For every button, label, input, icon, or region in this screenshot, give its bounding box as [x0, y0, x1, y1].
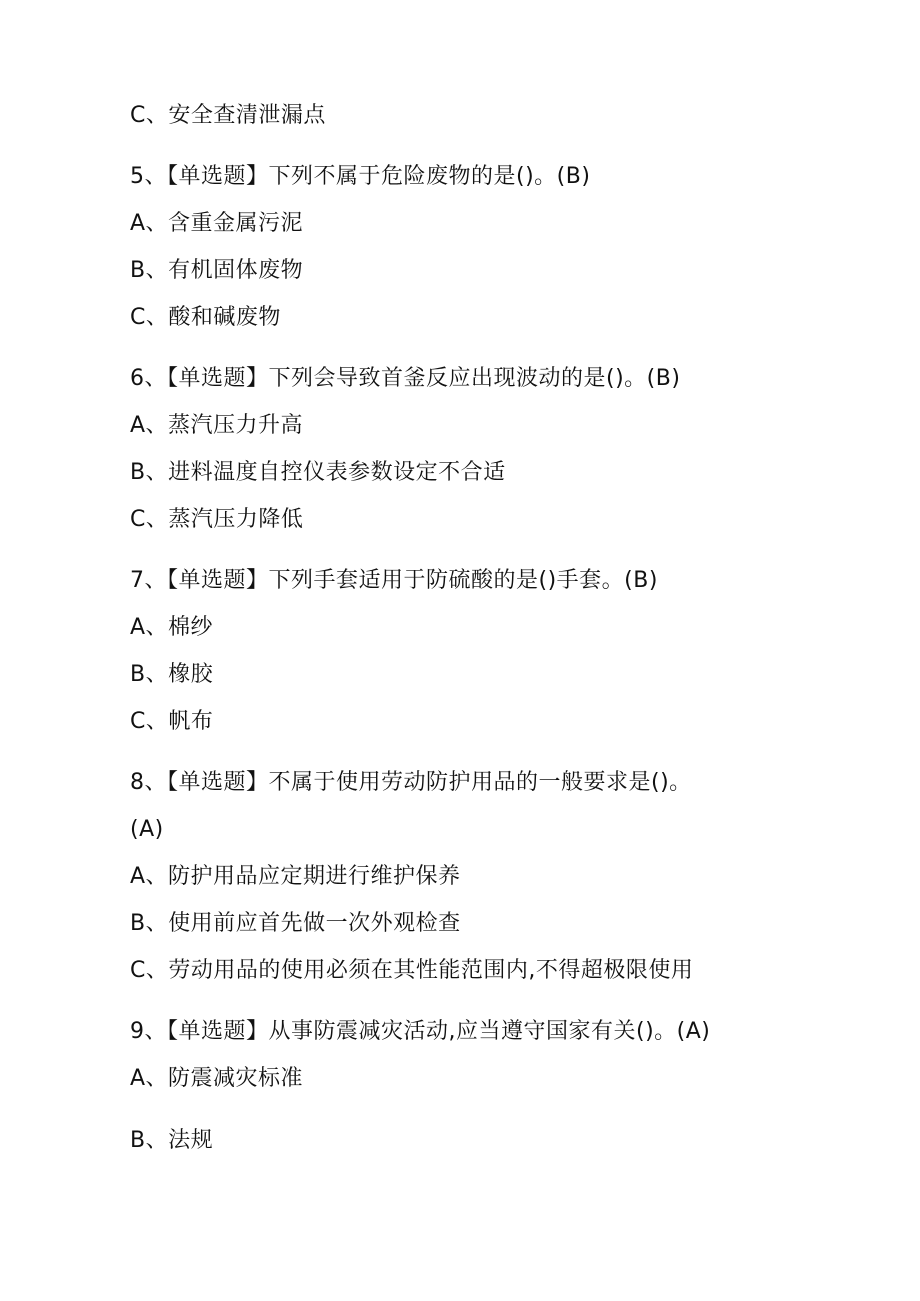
- q9-question: 9、【单选题】从事防震减灾活动,应当遵守国家有关()。(A): [130, 1019, 711, 1044]
- q7-option-a: A、棉纱: [130, 615, 214, 640]
- q4-option-c: C、安全查清泄漏点: [130, 103, 326, 128]
- q5-option-a: A、含重金属污泥: [130, 211, 304, 236]
- q5-option-b: B、有机固体废物: [130, 258, 304, 283]
- q9-option-a: A、防震减灾标准: [130, 1066, 304, 1091]
- q6-option-c: C、蒸汽压力降低: [130, 507, 304, 532]
- q8-option-b: B、使用前应首先做一次外观检查: [130, 911, 461, 936]
- q5-option-c: C、酸和碱废物: [130, 305, 281, 330]
- q6-option-a: A、蒸汽压力升高: [130, 413, 304, 438]
- q8-answer: (A): [130, 817, 164, 842]
- q8-question: 8、【单选题】不属于使用劳动防护用品的一般要求是()。: [130, 770, 692, 795]
- q7-option-c: C、帆布: [130, 709, 214, 734]
- q7-option-b: B、橡胶: [130, 662, 214, 687]
- q8-option-a: A、防护用品应定期进行维护保养: [130, 864, 461, 889]
- q7-question: 7、【单选题】下列手套适用于防硫酸的是()手套。(B): [130, 568, 658, 593]
- q8-option-c: C、劳动用品的使用必须在其性能范围内,不得超极限使用: [130, 958, 694, 983]
- q6-option-b: B、进料温度自控仪表参数设定不合适: [130, 460, 506, 485]
- q6-question: 6、【单选题】下列会导致首釜反应出现波动的是()。(B): [130, 366, 681, 391]
- q9-option-b: B、法规: [130, 1128, 214, 1153]
- q5-question: 5、【单选题】下列不属于危险废物的是()。(B): [130, 164, 591, 189]
